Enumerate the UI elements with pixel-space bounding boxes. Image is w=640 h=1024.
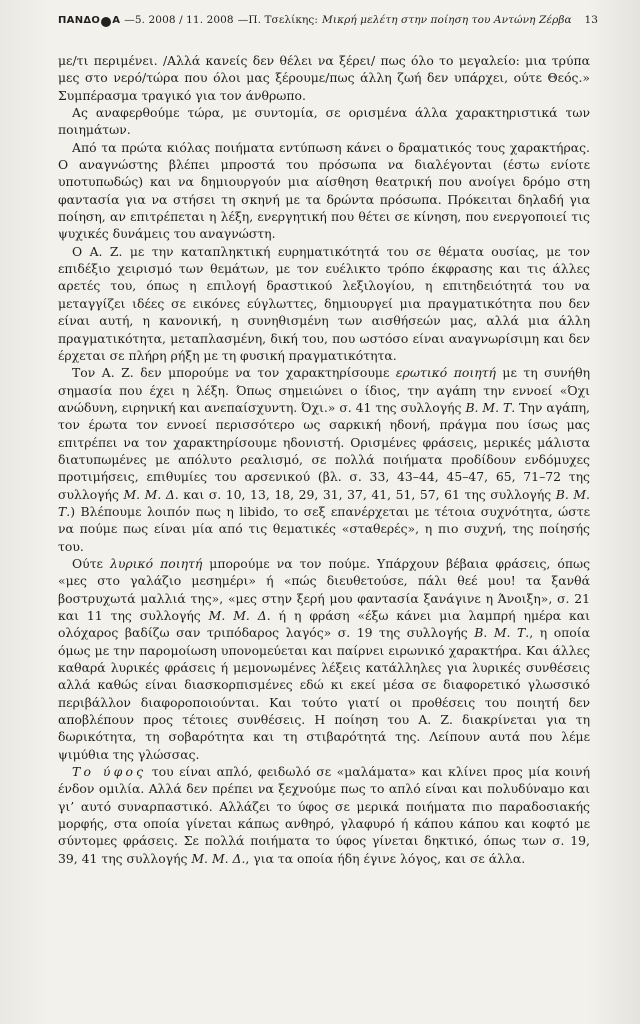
italic-text: ερωτικό ποιητή (395, 365, 496, 381)
italic-text: Μ. Μ. Δ. (191, 850, 246, 866)
body-paragraph (58, 364, 590, 555)
italic-text: Β. Μ. Τ. (58, 486, 590, 519)
body-paragraph (58, 243, 590, 364)
paragraph-text: του είναι απλό, φειδωλό σε «μαλάματα» και κλίνει προς μία κοινή ένδον ομιλία. Αλλά δεν πρέπει να ξεχνούμε πως το απλό είναι και πολυδύναμο και γι’ αυτό συναρπαστικό. Αλλάζει το ύφος σε μερικά ποιήματα πιο παραδοσιακής μορφής, στα οποία γίνεται κάπως ανθηρό, γλαφυρό ή κάπου κάπου και κοφτό με σύντομες φράσεις. Σε πολλά ποιήματα το ύφος γίνεται δηκτικό, όπως των σ. 19, 39, 41 της συλλογής (58, 764, 591, 866)
section-keyword: Το ύφος (72, 764, 147, 780)
paragraph-text: , για τα οποία ήδη έγινε λόγος, και σε άλλα. (245, 850, 526, 866)
italic-text: Β. Μ. Τ. (465, 399, 516, 415)
paragraph-text: με/τι περιμένει. /Αλλά κανείς δεν θέλει να ξέρει/ πως όλο το μεγαλείο: μια τρύπα μες στο νερό/τώρα που όλοι μας ξέρουμε/πως άλλη ζωή δεν υπάρχει, ούτε Θεός.» Συμπέρασμα τραγικό για τον άνθρωπο. (58, 53, 590, 103)
italic-text: Β. Μ. Τ. (474, 625, 530, 641)
italic-text: Μ. Μ. Δ. (208, 608, 271, 623)
body-paragraph (58, 52, 590, 104)
paragraph-text: ) Βλέπουμε λοιπόν πως η libido, το σεξ επανέρχεται με τέτοια συχνότητα, ώστε να πούμε πως είναι μία από τις θεματικές «σταθερές», η πιο συχνή, της ποίησής του. (58, 503, 590, 554)
body-paragraph (58, 555, 590, 763)
logo-mark-icon (101, 17, 111, 27)
body-paragraph (58, 139, 590, 243)
body-paragraph (58, 763, 590, 867)
logo-text-right: Α (112, 15, 121, 26)
paragraph-text: μπορούμε να τον πούμε. Υπάρχουν βέβαια φράσεις, όπως «μες στο γαλάζιο μεσημέρι» ή «πώς διευθετούσε, πάλι θεέ μου! τα ξανθά βοστρυχωτά μαλλιά της», «μες στην ξερή μου φαντασία ξανάγινε η Άνοιξη», σ. 21 και 11 της συλλογής (58, 555, 591, 623)
paragraph-text: , η οποία όμως με την παρομοίωση υπονομεύεται και παίρνει ειρωνικό χαρακτήρα. Και άλλες καθαρά λυρικές φράσεις ή μεμονωμένες λέξεις κατάλληλες για λυρικές συνθέσεις αλλά καθώς είναι διασκορπισμένες εδώ κι εκεί μέσα σε διαφορετικό γλωσσικό περιβάλλον διαφοροποιούνται. Και τούτο γιατί οι προθέσεις του ποιητή δεν αποβλέπουν προς τέτοιες συνθέσεις. Η ποίηση του Α. Ζ. διακρίνεται για τη δωρικότητα, τη σοβαρότητα και τη στιβαρότητά της. Λείπουν αυτά που λέμε ψιμύθια της γλώσσας. (58, 625, 590, 762)
logo-text-left: ΠΑΝΔΟ (58, 15, 101, 26)
paragraph-text: Από τα πρώτα κιόλας ποιήματα εντύπωση κάνει ο δραματικός τους χαρακτήρας. Ο αναγνώστης βλέπει μπροστά του πρόσωπα να διαλέγονται (έστω ενίοτε υποτυπωδώς) και να δημιουργούν μια αίσθηση θεατρική που ανοίγει δρόμο στη φαντασία για να στήσει τη σκηνή με τα δρώντα πρόσωπα. Πρόκειται δηλαδή για ποίηση, αν επιτρέπεται η λέξη, ενεργητική που θέτει σε κίνηση, που ενεργοποιεί τις ψυχικές δυνάμεις του αναγνώστη. (58, 139, 590, 242)
article-title: Μικρή μελέτη στην ποίηση του Αντώνη Ζέρβα (322, 14, 572, 26)
paragraph-text: Την αγάπη, τον έρωτα τον εννοεί περισσότερο ως σαρκική ηδονή, πράγμα που ίσως μας επιτρέπει να τον χαρακτηρίσουμε ηδονιστή. Ορισμένες φράσεις, μερικές μάλιστα διατυπωμένες με απόλυτο ρεαλισμό, σε πολλά ποιήματα προδίδουν ενδόμυχες προτιμήσεις, επιθυμίες του αρσενικού (βλ. σ. 33, 43–44, 45–47, 65, 71–72 της συλλογής (58, 399, 590, 502)
article-body (58, 52, 590, 867)
paragraph-text: Τον Α. Ζ. δεν μπορούμε να τον χαρακτηρίσουμε (72, 365, 396, 381)
paragraph-text: με τη συνήθη σημασία που έχει η λέξη. Όπως σημειώνει ο ίδιος, την αγάπη την εννοεί «Όχι ανώδυνη, ειρηνική και ανεπαίσχυντη. Όχι.» σ. 41 της συλλογής (58, 365, 590, 415)
body-paragraph (58, 104, 590, 139)
paragraph-text: και σ. 10, 13, 18, 29, 31, 37, 41, 51, 57, 61 της συλλογής (178, 486, 556, 502)
italic-text: Μ. Μ. Δ. (123, 486, 179, 502)
running-header (58, 14, 598, 34)
journal-logo (58, 15, 120, 26)
paragraph-text: ή η φράση «έξω κάνει μια λαμπρή ημέρα και ολόχαρος βαδίζω σαν τριπόδαρος λαγός» σ. 19 της συλλογής (58, 608, 590, 641)
page-number: 13 (584, 14, 598, 26)
issue-info: —5. 2008 / 11. 2008 (124, 14, 234, 26)
paragraph-text: Ας αναφερθούμε τώρα, με συντομία, σε ορισμένα άλλα χαρακτηριστικά των ποιημάτων. (58, 105, 590, 138)
paragraph-text: Ούτε (72, 555, 110, 571)
article-author: —Π. Τσελίκης: (237, 14, 319, 26)
paragraph-text: Ο Α. Ζ. με την καταπληκτική ευρηματικότητά του σε θέματα ουσίας, με τον επιδέξιο χειρισμό των θεμάτων, με τον ευέλικτο τρόπο έκφρασης και τις άλλες αρετές του, όπως η επιλογή δραστικού λεξιλογίου, η επιτηδειότητά του να μεταγγίζει ιδέες σε εικόνες εύγλωττες, δημιουργεί μια πραγματικότητα που δεν είναι αυτή, η κανονική, η συνηθισμένη των αισθήσεών μας, αλλά μια άλλη πραγματικότητα, μεταπλασμένη, δική του, που ωστόσο είναι αναγνωρίσιμη και δεν έρχεται σε πλήρη ρήξη με τη φυσική πραγματικότητα. (58, 243, 590, 363)
italic-text: λυρικό ποιητή (109, 555, 203, 571)
